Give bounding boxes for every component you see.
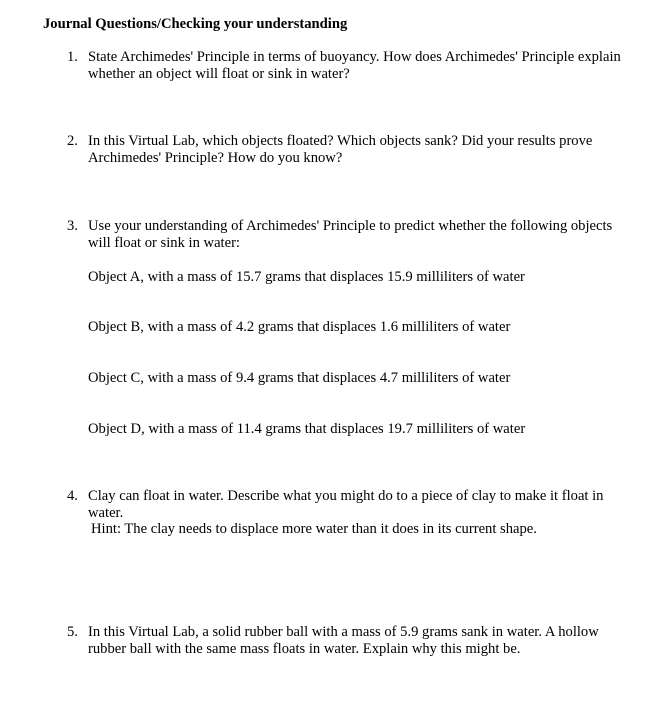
question-2 [67,133,627,166]
question-text: Use your understanding of Archimedes' Principle to predict whether the following objects will float or sink in water: [88,218,613,251]
page-title: Journal Questions/Checking your understanding [43,16,348,32]
object-c-item: Object C, with a mass of 9.4 grams that displaces 4.7 milliliters of water [88,370,511,386]
question-hint: Hint: The clay needs to displace more water than it does in its current shape. [91,521,537,537]
object-d-item: Object D, with a mass of 11.4 grams that displaces 19.7 milliliters of water [88,421,526,437]
question-4 [67,488,627,538]
question-text: In this Virtual Lab, a solid rubber ball with a mass of 5.9 grams sank in water. A hollow rubber ball with the same mass floats in water. Explain why this might be. [88,624,599,657]
question-text: In this Virtual Lab, which objects floated? Which objects sank? Did your results prove Archimedes' Principle? How do you know? [88,133,593,166]
object-b-item: Object B, with a mass of 4.2 grams that displaces 1.6 milliliters of water [88,319,511,335]
question-number: 5. [67,624,78,640]
question-number: 4. [67,488,78,504]
question-5 [67,624,627,657]
question-text: Clay can float in water. Describe what you might do to a piece of clay to make it float in water. [88,488,604,521]
question-text: State Archimedes' Principle in terms of buoyancy. How does Archimedes' Principle explain whether an object will float or sink in water? [88,49,621,82]
question-number: 3. [67,218,78,234]
question-3 [67,218,627,251]
object-a-item: Object A, with a mass of 15.7 grams that displaces 15.9 milliliters of water [88,269,525,285]
question-number: 1. [67,49,78,65]
question-number: 2. [67,133,78,149]
question-1 [67,49,627,82]
